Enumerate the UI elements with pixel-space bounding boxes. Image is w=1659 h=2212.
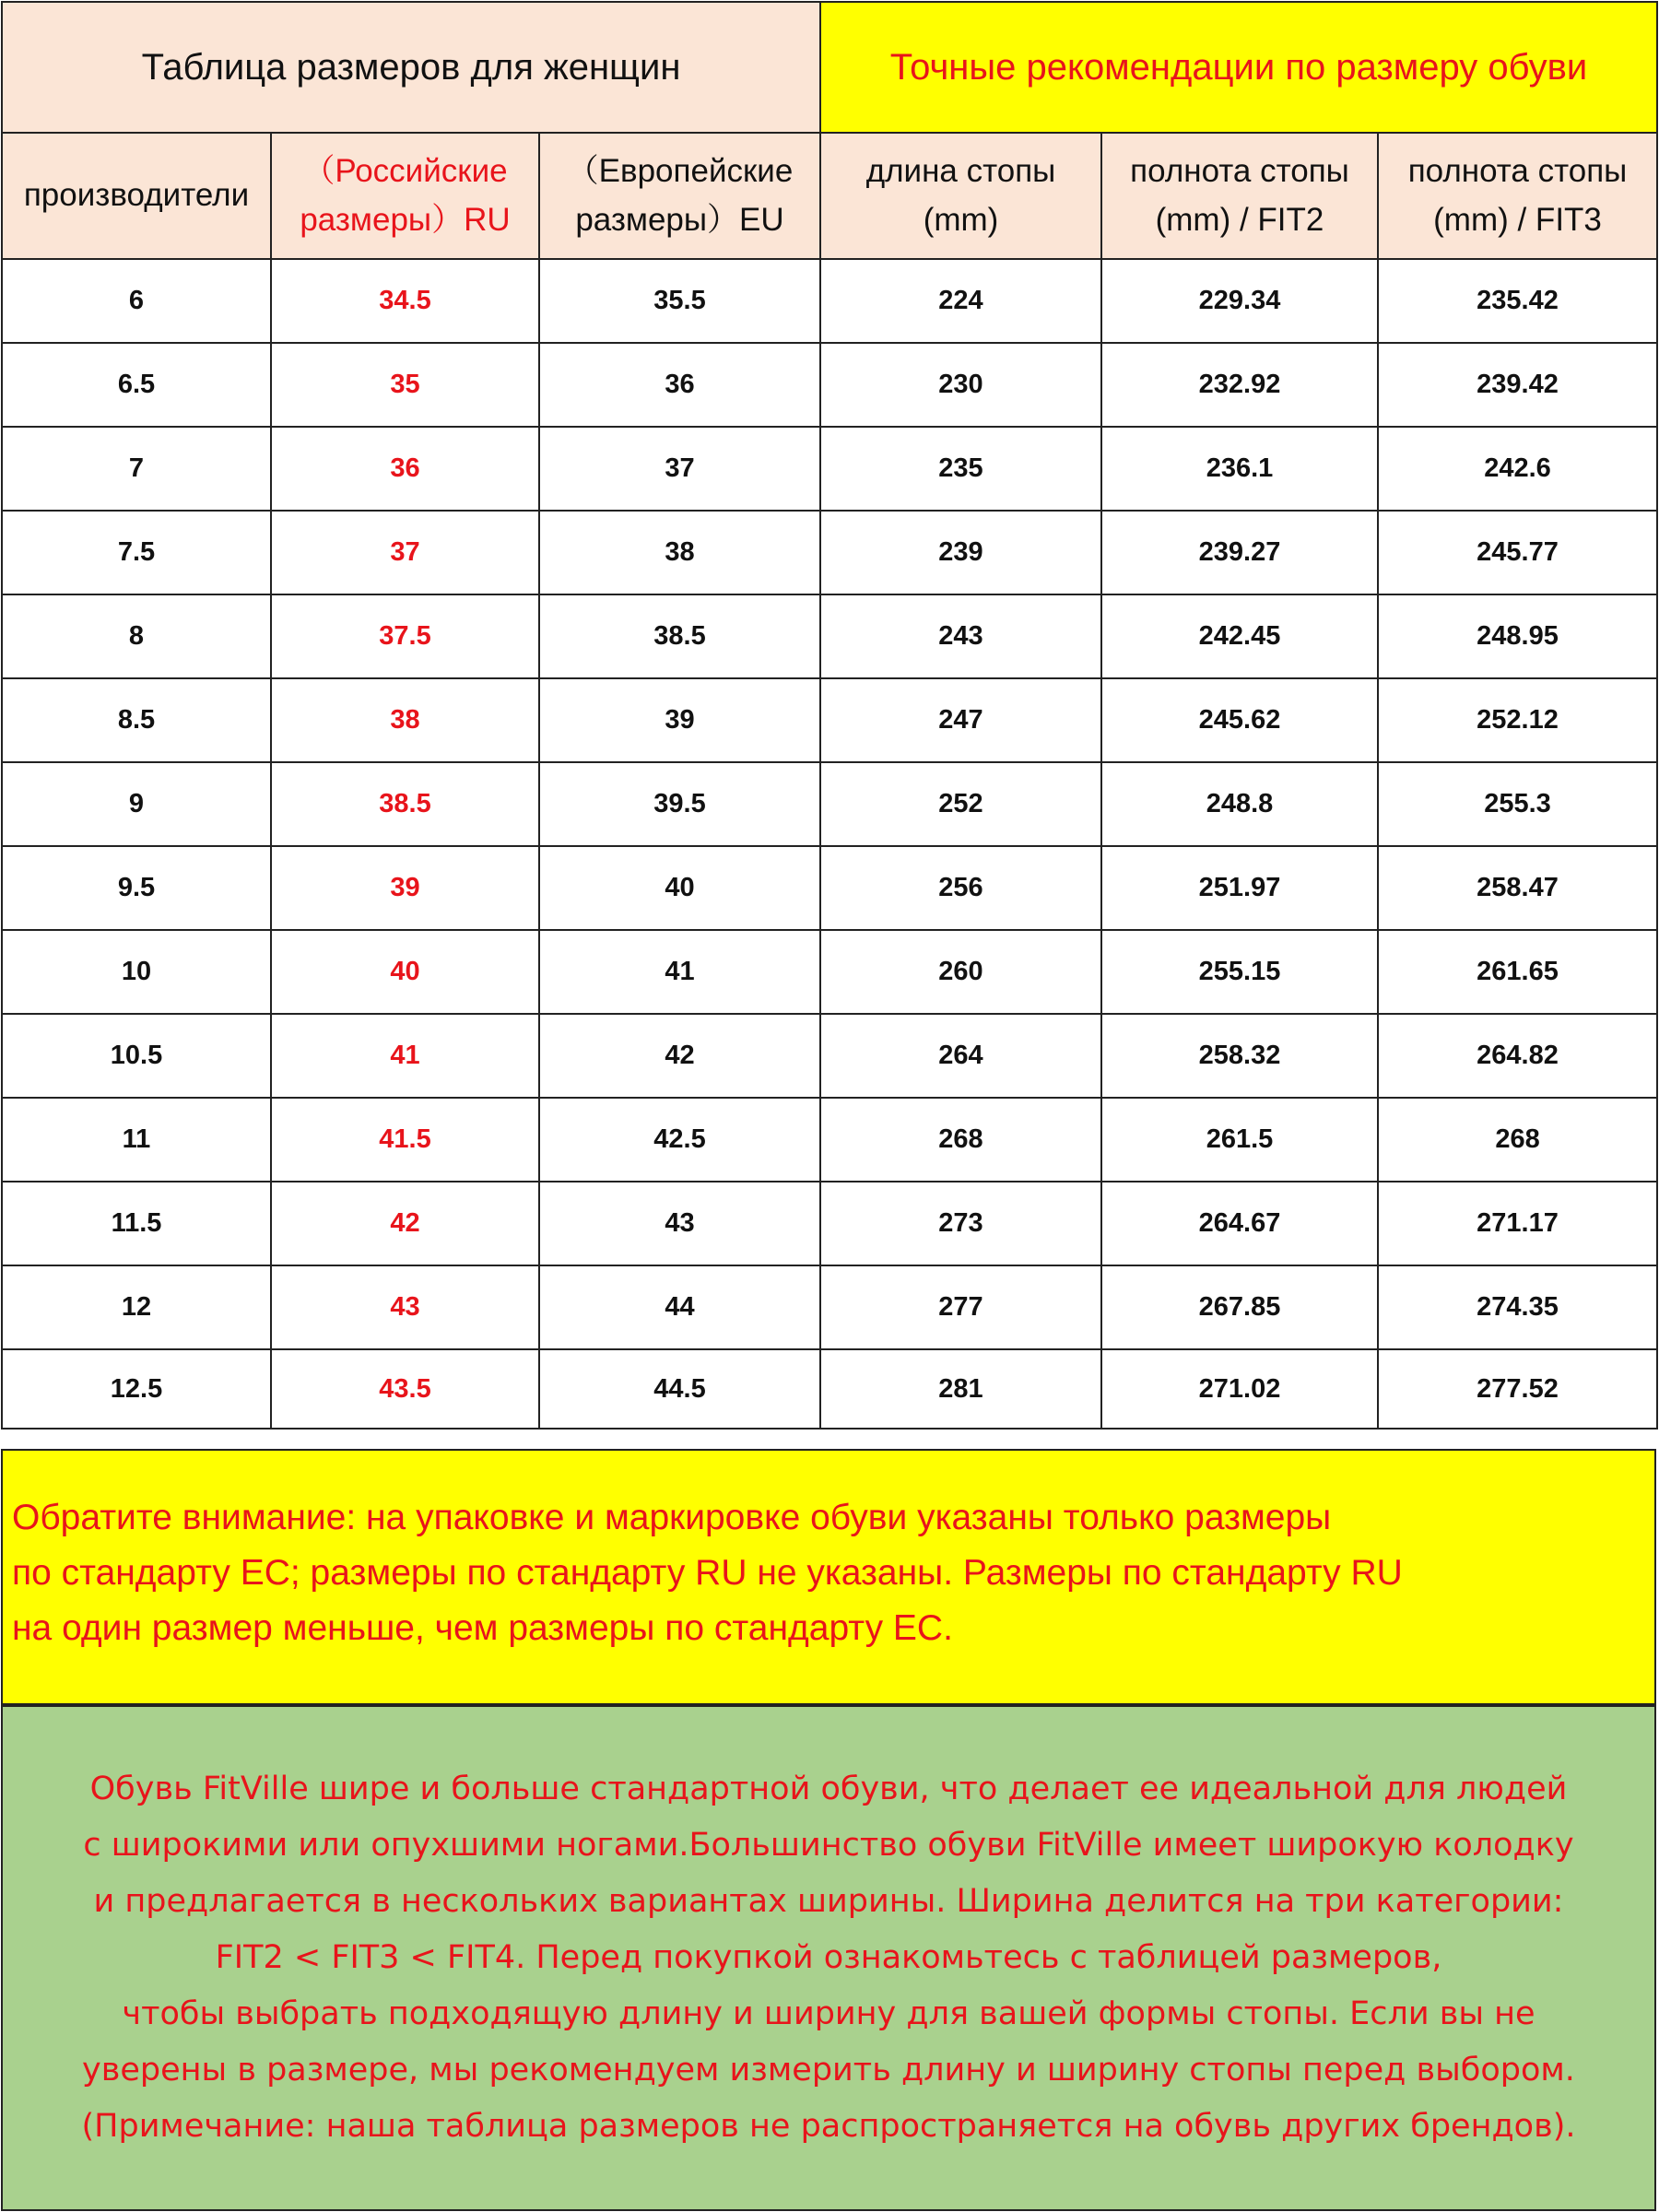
table-cell: 41.5 — [271, 1098, 539, 1182]
table-cell: 7 — [2, 427, 271, 511]
table-cell: 42 — [539, 1014, 820, 1098]
table-cell: 264.67 — [1101, 1182, 1378, 1265]
table-cell: 8.5 — [2, 678, 271, 762]
column-header: длина стопы (mm) — [820, 133, 1101, 259]
table-cell: 36 — [271, 427, 539, 511]
table-cell: 42.5 — [539, 1098, 820, 1182]
table-cell: 239.42 — [1378, 343, 1657, 427]
table-cell: 255.3 — [1378, 762, 1657, 846]
notice-line: по стандарту ЕС; размеры по стандарту RU не указаны. Размеры по стандарту RU — [12, 1553, 1403, 1593]
table-cell: 248.95 — [1378, 594, 1657, 678]
column-header: полнота стопы (mm) / FIT2 — [1101, 133, 1378, 259]
table-cell: 34.5 — [271, 259, 539, 343]
table-cell: 40 — [539, 846, 820, 930]
table-cell: 261.65 — [1378, 930, 1657, 1014]
table-cell: 235 — [820, 427, 1101, 511]
table-cell: 248.8 — [1101, 762, 1378, 846]
table-row — [2, 1265, 1657, 1349]
table-cell: 39.5 — [539, 762, 820, 846]
table-cell: 35 — [271, 343, 539, 427]
info-line: Обувь FitVille шире и больше стандартной обуви, что делает ее идеальной для людей — [89, 1771, 1568, 1807]
table-cell: 39 — [271, 846, 539, 930]
table-cell: 42 — [271, 1182, 539, 1265]
table-row — [2, 1182, 1657, 1265]
table-cell: 258.47 — [1378, 846, 1657, 930]
brand-info — [1, 1705, 1656, 2211]
table-cell: 267.85 — [1101, 1265, 1378, 1349]
table-cell: 41 — [539, 930, 820, 1014]
table-cell: 40 — [271, 930, 539, 1014]
table-cell: 239 — [820, 511, 1101, 594]
table-cell: 37 — [271, 511, 539, 594]
table-cell: 271.02 — [1101, 1349, 1378, 1429]
table-cell: 251.97 — [1101, 846, 1378, 930]
table-cell: 273 — [820, 1182, 1101, 1265]
table-cell: 43 — [539, 1182, 820, 1265]
table-cell: 12.5 — [2, 1349, 271, 1429]
table-row — [2, 762, 1657, 846]
table-cell: 252 — [820, 762, 1101, 846]
table-cell: 245.62 — [1101, 678, 1378, 762]
table-cell: 264 — [820, 1014, 1101, 1098]
table-cell: 38 — [271, 678, 539, 762]
brand-info-text — [82, 1761, 1576, 2155]
table-cell: 9.5 — [2, 846, 271, 930]
table-cell: 247 — [820, 678, 1101, 762]
table-cell: 41 — [271, 1014, 539, 1098]
info-line: уверены в размере, мы рекомендуем измерить длину и ширину стопы перед выбором. — [82, 2052, 1575, 2088]
title-right: Точные рекомендации по размеру обуви — [820, 2, 1657, 133]
table-cell: 11.5 — [2, 1182, 271, 1265]
info-line: с широкими или опухшими ногами.Большинство обуви FitVille имеет широкую колодку — [83, 1827, 1574, 1864]
table-cell: 243 — [820, 594, 1101, 678]
notice-line: на один размер меньше, чем размеры по стандарту ЕС. — [12, 1608, 953, 1648]
table-cell: 245.77 — [1378, 511, 1657, 594]
table-row — [2, 1098, 1657, 1182]
column-header: （Европейские размеры）EU — [539, 133, 820, 259]
table-row — [2, 259, 1657, 343]
info-line: (Примечание: наша таблица размеров не распространяется на обувь других брендов). — [81, 2108, 1576, 2145]
column-header-row — [2, 133, 1657, 259]
info-line: и предлагается в нескольких вариантах ширины. Ширина делится на три категории: — [93, 1883, 1564, 1920]
table-cell: 230 — [820, 343, 1101, 427]
table-cell: 44.5 — [539, 1349, 820, 1429]
table-cell: 12 — [2, 1265, 271, 1349]
table-row — [2, 1014, 1657, 1098]
table-row — [2, 511, 1657, 594]
size-table — [1, 1, 1658, 1430]
table-cell: 6.5 — [2, 343, 271, 427]
column-header: полнота стопы (mm) / FIT3 — [1378, 133, 1657, 259]
info-line: чтобы выбрать подходящую длину и ширину для вашей формы стопы. Если вы не — [122, 1995, 1535, 2032]
table-cell: 11 — [2, 1098, 271, 1182]
table-cell: 43 — [271, 1265, 539, 1349]
table-cell: 261.5 — [1101, 1098, 1378, 1182]
table-cell: 10 — [2, 930, 271, 1014]
table-cell: 256 — [820, 846, 1101, 930]
table-cell: 10.5 — [2, 1014, 271, 1098]
table-row — [2, 678, 1657, 762]
sizing-notice-text — [3, 1490, 1412, 1664]
table-cell: 242.6 — [1378, 427, 1657, 511]
table-cell: 252.12 — [1378, 678, 1657, 762]
table-cell: 255.15 — [1101, 930, 1378, 1014]
table-cell: 268 — [820, 1098, 1101, 1182]
table-row — [2, 427, 1657, 511]
table-cell: 271.17 — [1378, 1182, 1657, 1265]
table-cell: 37 — [539, 427, 820, 511]
table-cell: 44 — [539, 1265, 820, 1349]
table-cell: 277.52 — [1378, 1349, 1657, 1429]
title-row — [2, 2, 1657, 133]
table-cell: 264.82 — [1378, 1014, 1657, 1098]
table-cell: 229.34 — [1101, 259, 1378, 343]
table-cell: 258.32 — [1101, 1014, 1378, 1098]
table-cell: 242.45 — [1101, 594, 1378, 678]
table-cell: 38 — [539, 511, 820, 594]
table-row — [2, 343, 1657, 427]
table-cell: 274.35 — [1378, 1265, 1657, 1349]
table-cell: 260 — [820, 930, 1101, 1014]
table-cell: 235.42 — [1378, 259, 1657, 343]
table-cell: 35.5 — [539, 259, 820, 343]
table-cell: 268 — [1378, 1098, 1657, 1182]
table-cell: 7.5 — [2, 511, 271, 594]
notice-line: Обратите внимание: на упаковке и маркировке обуви указаны только размеры — [12, 1498, 1332, 1537]
table-cell: 281 — [820, 1349, 1101, 1429]
table-cell: 36 — [539, 343, 820, 427]
table-cell: 277 — [820, 1265, 1101, 1349]
table-cell: 236.1 — [1101, 427, 1378, 511]
table-cell: 38.5 — [539, 594, 820, 678]
table-cell: 39 — [539, 678, 820, 762]
column-header: производители — [2, 133, 271, 259]
table-cell: 239.27 — [1101, 511, 1378, 594]
info-line: FIT2 < FIT3 < FIT4. Перед покупкой ознакомьтесь с таблицей размеров, — [215, 1939, 1442, 1976]
table-cell: 38.5 — [271, 762, 539, 846]
table-cell: 224 — [820, 259, 1101, 343]
table-cell: 6 — [2, 259, 271, 343]
table-row — [2, 594, 1657, 678]
table-cell: 8 — [2, 594, 271, 678]
table-cell: 9 — [2, 762, 271, 846]
table-row — [2, 930, 1657, 1014]
table-row — [2, 1349, 1657, 1429]
sizing-notice — [1, 1449, 1656, 1705]
table-cell: 232.92 — [1101, 343, 1378, 427]
table-cell: 43.5 — [271, 1349, 539, 1429]
column-header: （Российские размеры）RU — [271, 133, 539, 259]
table-row — [2, 846, 1657, 930]
table-cell: 37.5 — [271, 594, 539, 678]
title-left: Таблица размеров для женщин — [2, 2, 820, 133]
